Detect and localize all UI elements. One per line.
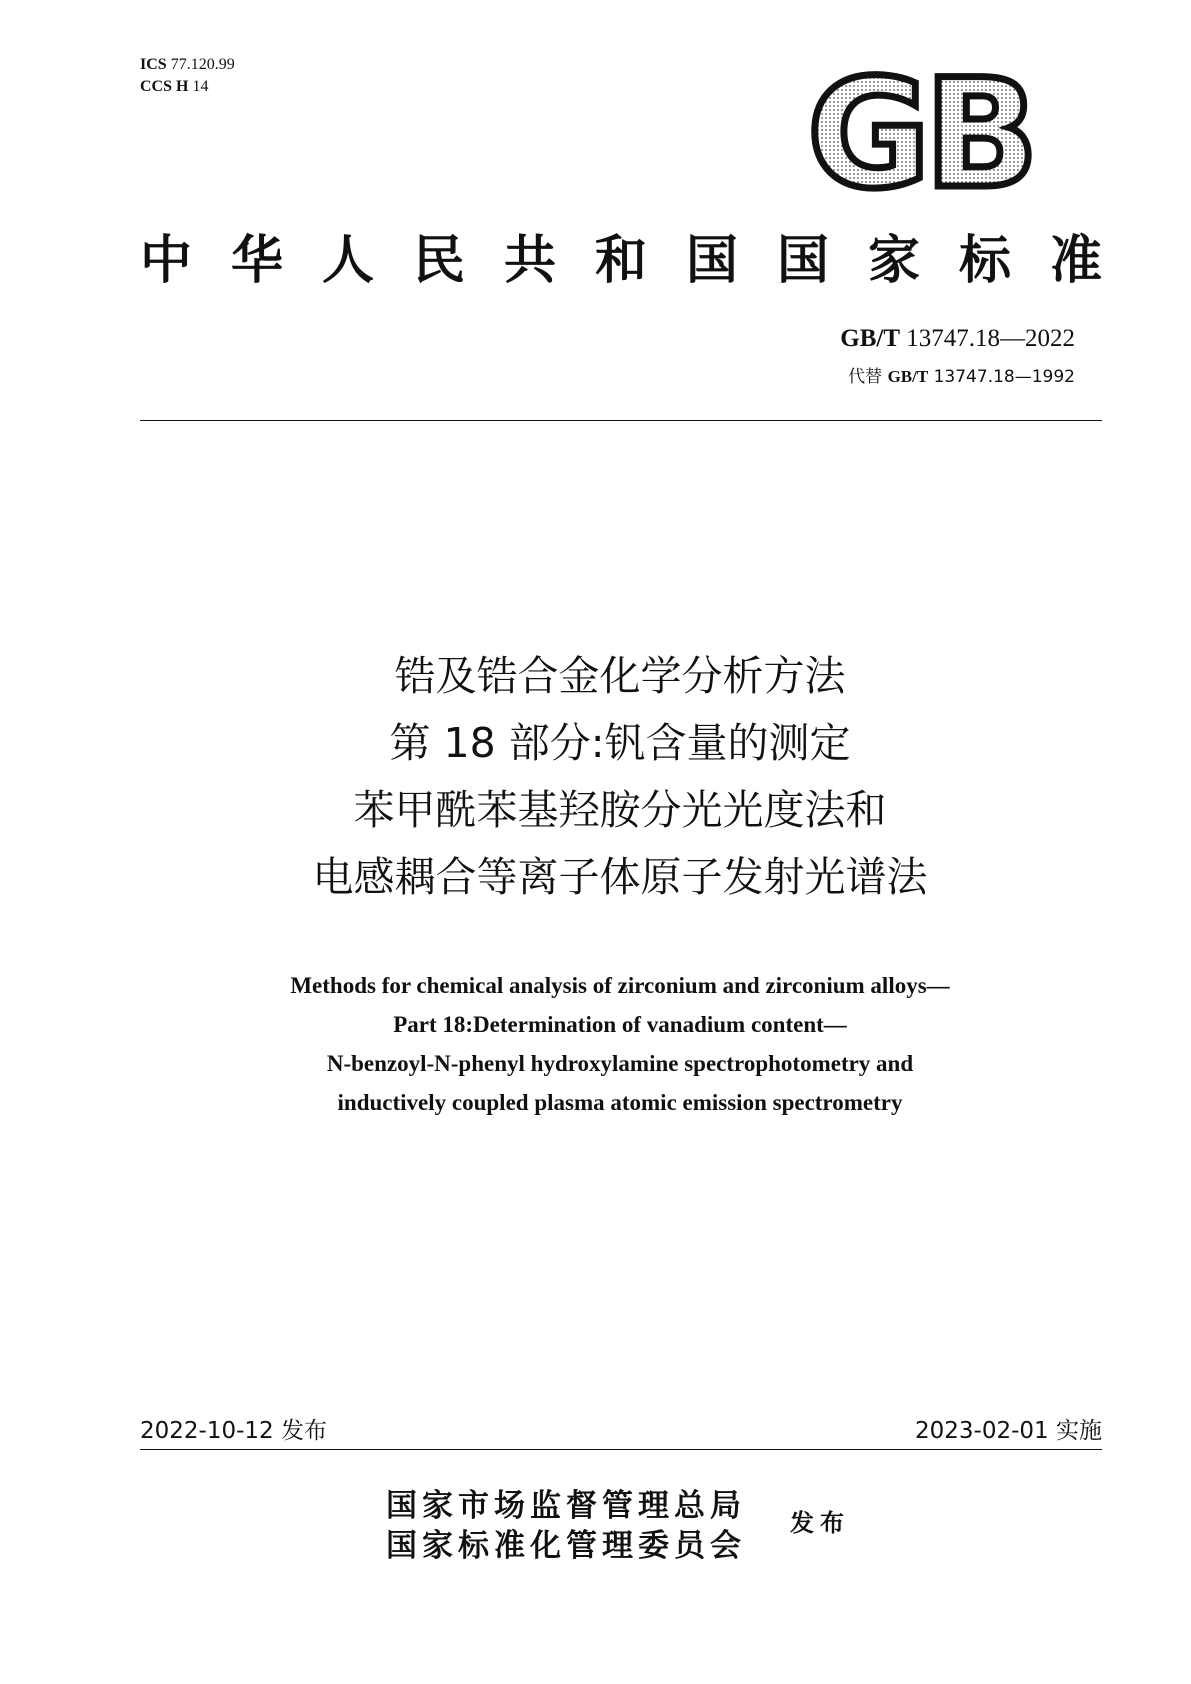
bottom-divider bbox=[140, 1449, 1102, 1450]
chinese-title-line-2: 第 18 部分:钒含量的测定 bbox=[389, 719, 851, 767]
english-title-line-3: N-benzoyl-N-phenyl hydroxylamine spectrophotometry and bbox=[326, 1051, 914, 1076]
gb-logo-icon bbox=[800, 64, 1040, 196]
english-title-line-2: Part 18:Determination of vanadium content— bbox=[393, 1012, 847, 1037]
standard-code-prefix: GB/T bbox=[840, 325, 900, 352]
english-title-line-1: Methods for chemical analysis of zirconium and zirconium alloys— bbox=[290, 973, 950, 998]
english-title-line-4: inductively coupled plasma atomic emission spectrometry bbox=[337, 1090, 903, 1115]
issuer-samr: 国家市场监督管理总局 bbox=[386, 1488, 746, 1524]
ccs-key: CCS bbox=[140, 78, 173, 95]
ics-value: 77.120.99 bbox=[170, 56, 235, 73]
ccs-letter: H bbox=[176, 78, 189, 95]
top-divider bbox=[140, 420, 1102, 421]
issuer-sac: 国家标准化管理委员会 bbox=[386, 1528, 746, 1564]
standard-number bbox=[840, 324, 1075, 354]
issue-label: 发布 bbox=[790, 1508, 850, 1537]
issue-date: 2022-10-12 发布 bbox=[140, 1418, 327, 1444]
effective-date: 2023-02-01 实施 bbox=[915, 1418, 1102, 1444]
english-title bbox=[120, 966, 1120, 1122]
chinese-title-line-4: 电感耦合等离子体原子发射光谱法 bbox=[312, 853, 928, 901]
issuing-authorities bbox=[386, 1486, 746, 1566]
ccs-code bbox=[140, 76, 235, 98]
standard-number-value: 13747.18—2022 bbox=[906, 325, 1075, 352]
replaces-number: 13747.18—1992 bbox=[933, 367, 1075, 387]
chinese-title-line-1: 锆及锆合金化学分析方法 bbox=[394, 652, 846, 700]
ccs-number: 14 bbox=[192, 78, 209, 95]
org-title: 中华人民共和国国家标准 bbox=[140, 230, 1102, 291]
chinese-title-line-3: 苯甲酰苯基羟胺分光光度法和 bbox=[353, 786, 887, 834]
gb-logo-text: GB bbox=[807, 64, 1033, 196]
replaces-label: 代替 bbox=[848, 367, 883, 387]
ics-key: ICS bbox=[140, 56, 167, 73]
classification-codes bbox=[140, 54, 235, 98]
chinese-title bbox=[120, 643, 1120, 911]
replaces-code-prefix: GB/T bbox=[887, 367, 929, 386]
standard-replaces bbox=[848, 366, 1075, 388]
ics-code bbox=[140, 54, 235, 76]
